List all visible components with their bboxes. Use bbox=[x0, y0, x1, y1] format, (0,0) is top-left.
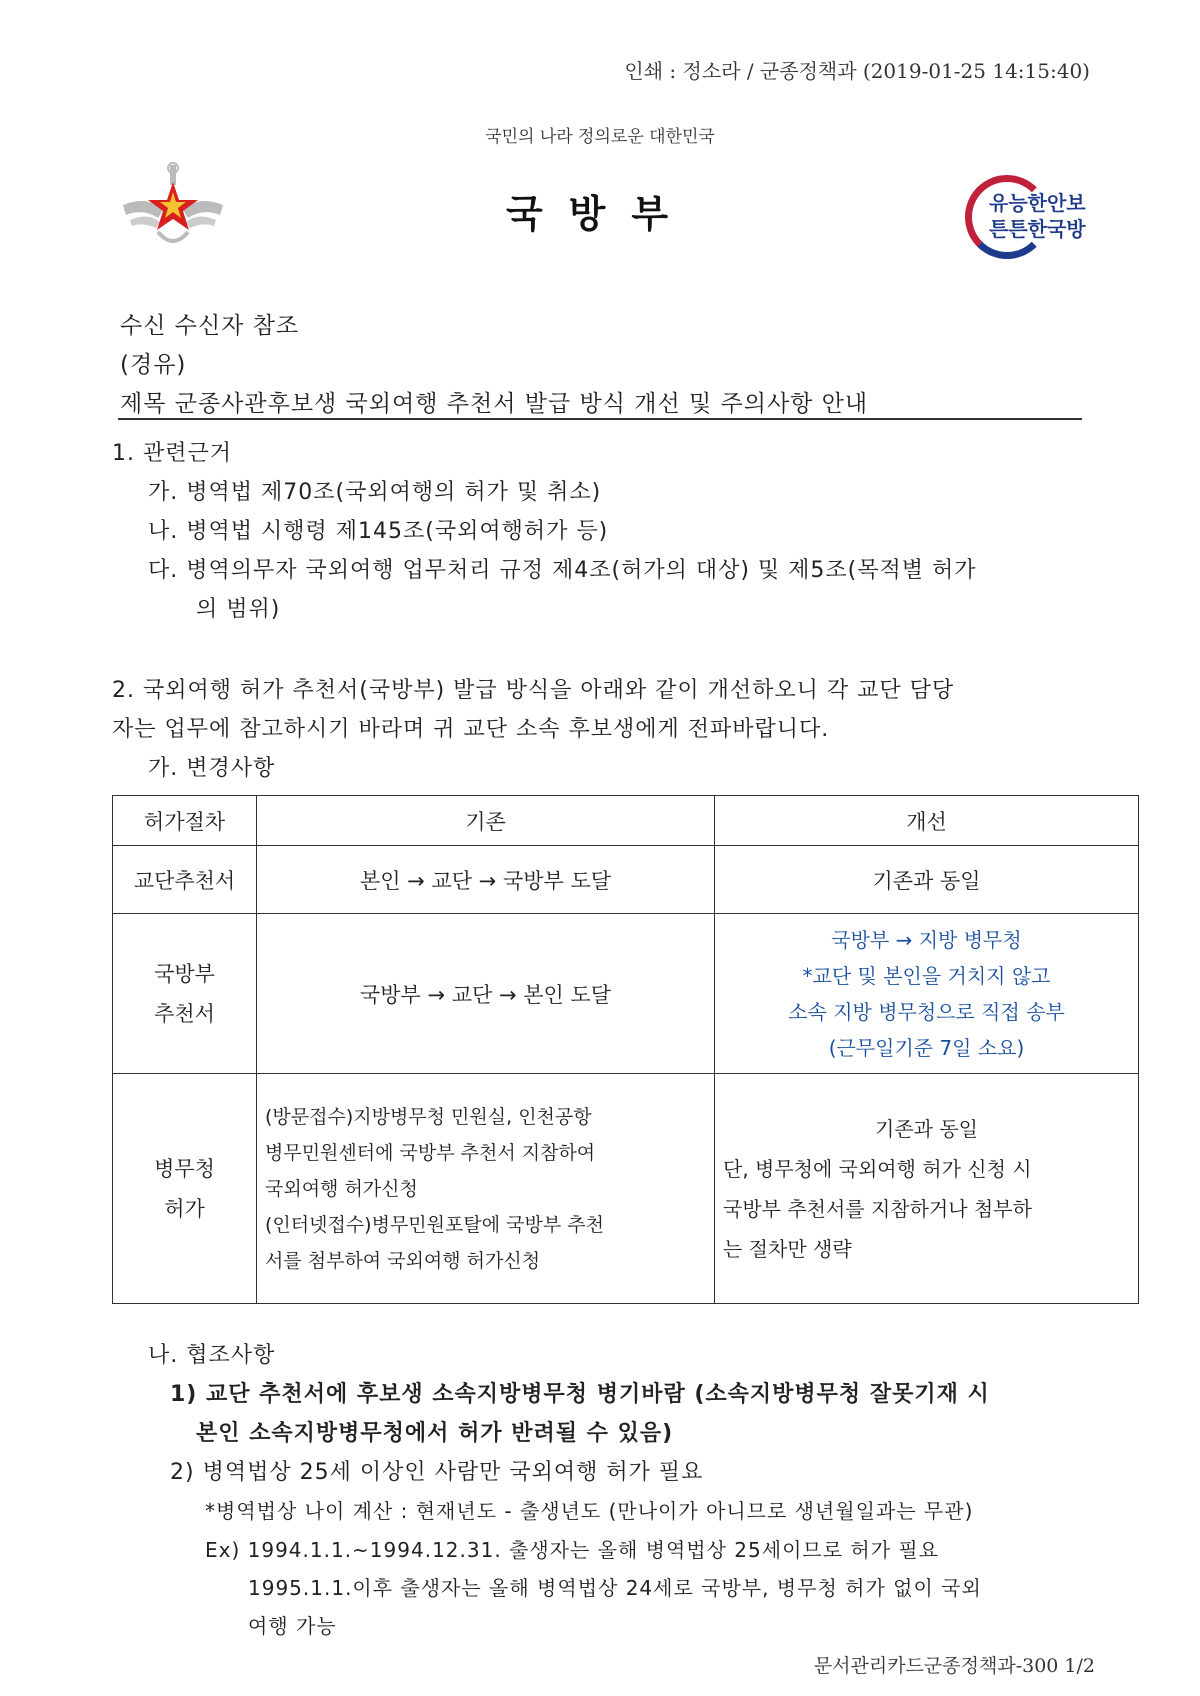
section1-title: 1. 관련근거 bbox=[112, 441, 232, 466]
print-meta: 인쇄 : 정소라 / 군종정책과 (2019-01-25 14:15:40) bbox=[624, 59, 1090, 83]
table-header-row bbox=[113, 796, 1139, 846]
table-header: 개선 bbox=[715, 796, 1139, 846]
section-b-item2: 2) 병역법상 25세 이상인 사람만 국외여행 허가 필요 bbox=[170, 1460, 704, 1485]
table-new-line: 단, 병무청에 국외여행 허가 신청 시 bbox=[723, 1156, 1032, 1181]
table-old-line: (인터넷접수)병무민원포탈에 국방부 추천 bbox=[265, 1213, 604, 1236]
table-new-line: 소속 지방 병무청으로 직접 송부 bbox=[788, 999, 1065, 1024]
table-label-line: 국방부 bbox=[154, 961, 215, 986]
table-cell-old: 국방부 → 교단 → 본인 도달 bbox=[257, 914, 715, 1074]
table-new-line: 기존과 동일 bbox=[875, 1116, 978, 1141]
table-old-line: (방문접수)지방병무청 민원실, 인천공항 bbox=[265, 1105, 592, 1128]
recipient: 수신 수신자 참조 bbox=[120, 313, 300, 339]
changes-table bbox=[112, 795, 1139, 1304]
section-b-title: 나. 협조사항 bbox=[148, 1343, 276, 1368]
table-old-line: 병무민원센터에 국방부 추천서 지참하여 bbox=[265, 1141, 596, 1164]
table-row bbox=[113, 846, 1139, 914]
table-cell-label bbox=[113, 914, 257, 1074]
section2-sub-a: 가. 변경사항 bbox=[148, 756, 276, 781]
table-cell-old bbox=[257, 1074, 715, 1304]
footer-doc-id: 문서관리카드군종정책과-300 1/2 bbox=[813, 1655, 1095, 1677]
table-cell-old: 본인 → 교단 → 국방부 도달 bbox=[257, 846, 715, 914]
table-label-line: 추천서 bbox=[154, 1001, 215, 1026]
table-new-line: 국방부 추천서를 지참하거나 첨부하 bbox=[723, 1196, 1032, 1221]
section-b-item1-cont: 본인 소속지방병무청에서 허가 반려될 수 있음) bbox=[196, 1421, 674, 1446]
table-row bbox=[113, 1074, 1139, 1304]
table-header: 허가절차 bbox=[113, 796, 257, 846]
table-cell-label: 교단추천서 bbox=[113, 846, 257, 914]
table-new-line: *교단 및 본인을 거치지 않고 bbox=[802, 963, 1051, 988]
table-header: 기존 bbox=[257, 796, 715, 846]
via: (경유) bbox=[120, 352, 187, 378]
section2-line2: 자는 업무에 참고하시기 바라며 귀 교단 소속 후보생에게 전파바랍니다. bbox=[112, 717, 830, 742]
logo-line1: 유능한안보 bbox=[989, 191, 1086, 215]
table-old-line: 국외여행 허가신청 bbox=[265, 1177, 418, 1200]
example-2-cont: 여행 가능 bbox=[248, 1614, 337, 1638]
org-name: 국방부 bbox=[505, 192, 695, 236]
slogan-logo bbox=[965, 175, 1095, 250]
section1-item-da: 다. 병역의무자 국외여행 업무처리 규정 제4조(허가의 대상) 및 제5조(목적별 허가 bbox=[148, 558, 977, 583]
table-row bbox=[113, 914, 1139, 1074]
header-divider bbox=[118, 418, 1082, 420]
table-old-line: 서를 첨부하여 국외여행 허가신청 bbox=[265, 1249, 541, 1272]
logo-line2: 튼튼한국방 bbox=[989, 217, 1086, 241]
example-2: 1995.1.1.이후 출생자는 올해 병역법상 24세로 국방부, 병무청 허가 없이 국외 bbox=[248, 1576, 982, 1600]
table-new-line: 국방부 → 지방 병무청 bbox=[831, 927, 1022, 952]
slogan: 국민의 나라 정의로운 대한민국 bbox=[485, 127, 715, 147]
table-cell-new: 기존과 동일 bbox=[715, 846, 1139, 914]
section1-item-na: 나. 병역법 시행령 제145조(국외여행허가 등) bbox=[148, 519, 609, 544]
table-cell-label bbox=[113, 1074, 257, 1304]
section1-item-da-cont: 의 범위) bbox=[196, 597, 281, 622]
table-cell-new bbox=[715, 914, 1139, 1074]
section2-line1: 2. 국외여행 허가 추천서(국방부) 발급 방식을 아래와 같이 개선하오니 각 교단 담당 bbox=[112, 678, 955, 703]
section1-item-ga: 가. 병역법 제70조(국외여행의 허가 및 취소) bbox=[148, 480, 602, 505]
table-cell-new bbox=[715, 1074, 1139, 1304]
table-label-line: 병무청 bbox=[154, 1156, 215, 1181]
section-b-item1: 1) 교단 추천서에 후보생 소속지방병무청 병기바람 (소속지방병무청 잘못기재 시 bbox=[170, 1382, 990, 1407]
table-new-line: 는 절차만 생략 bbox=[723, 1236, 852, 1261]
subject: 제목 군종사관후보생 국외여행 추천서 발급 방식 개선 및 주의사항 안내 bbox=[120, 391, 869, 417]
table-new-line: (근무일기준 7일 소요) bbox=[828, 1035, 1025, 1060]
age-note: *병역법상 나이 계산 : 현재년도 - 출생년도 (만나이가 아니므로 생년월일과는 무관) bbox=[205, 1499, 974, 1523]
table-label-line: 허가 bbox=[164, 1196, 205, 1221]
example-1: Ex) 1994.1.1.~1994.12.31. 출생자는 올해 병역법상 25세이므로 허가 필요 bbox=[205, 1538, 940, 1562]
